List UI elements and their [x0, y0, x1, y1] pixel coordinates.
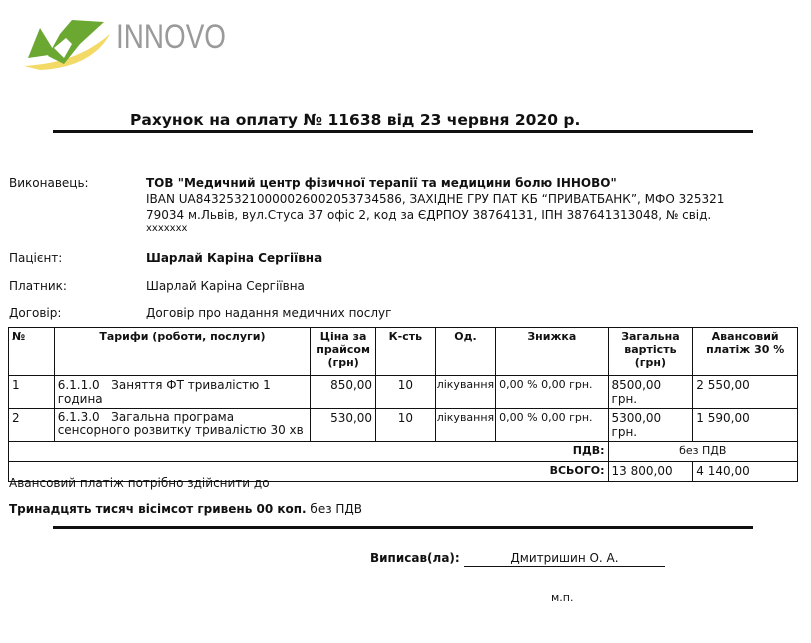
executor-cert: xxxxxxx: [146, 223, 188, 234]
total-label: ВСЬОГО:: [9, 462, 609, 482]
total-value: 13 800,00: [608, 462, 693, 482]
header-price: Ціна за прайсом (грн): [311, 328, 376, 376]
logo-mark-icon: [20, 14, 116, 70]
row-price: 530,00: [311, 409, 376, 442]
row-advance: 1 590,00: [693, 409, 798, 442]
row-total: 5300,00 грн.: [608, 409, 693, 442]
patient-name: Шарлай Каріна Сергіївна: [146, 251, 323, 265]
row-total: 8500,00 грн.: [608, 376, 693, 409]
table-row: [9, 376, 798, 409]
header-unit: Од.: [435, 328, 495, 376]
row-discount: 0,00 % 0,00 грн.: [496, 376, 608, 409]
items-table: [8, 327, 798, 482]
amount-in-words: [9, 502, 362, 516]
row-price: 850,00: [311, 376, 376, 409]
row-service-name: Заняття ФТ тривалістю 1 година: [57, 378, 271, 406]
vat-value: без ПДВ: [608, 442, 797, 462]
header-service: Тарифи (роботи, послуги): [54, 328, 310, 376]
row-advance: 2 550,00: [693, 376, 798, 409]
header-advance: Авансовий платіж 30 %: [693, 328, 798, 376]
contract-value: Договір про надання медичних послуг: [146, 306, 392, 320]
row-num: 2: [9, 409, 55, 442]
row-service: [54, 376, 310, 409]
issued-name: Дмитришин О. А.: [510, 551, 619, 565]
footer-divider: [53, 526, 753, 529]
patient-label: Пацієнт:: [9, 251, 63, 265]
executor-iban: IBAN UA843253210000026002053734586, ЗАХІДНЕ ГРУ ПАТ КБ “ПРИВАТБАНК”, МФО 325321: [146, 192, 725, 206]
total-advance: 4 140,00: [693, 462, 798, 482]
row-unit: лікування: [435, 409, 495, 442]
header-total: Загальна вартість (грн): [608, 328, 693, 376]
row-num: 1: [9, 376, 55, 409]
executor-address: 79034 м.Львів, вул.Стуса 37 офіс 2, код за ЄДРПОУ 38764131, ІПН 387641313048, № свід.: [146, 208, 712, 222]
logo: [20, 14, 116, 70]
table-header-row: [9, 328, 798, 376]
row-qty: 10: [376, 376, 436, 409]
issued-label: Виписав(ла):: [370, 551, 460, 565]
title-divider: [53, 130, 753, 133]
invoice-title: Рахунок на оплату № 11638 від 23 червня 2020 р.: [130, 111, 581, 129]
executor-name: ТОВ "Медичний центр фізичної терапії та медицини болю ІННОВО": [146, 176, 617, 190]
row-code: 6.1.3.0: [57, 410, 100, 424]
executor-label: Виконавець:: [9, 176, 89, 190]
vat-label: ПДВ:: [9, 442, 609, 462]
payer-name: Шарлай Каріна Сергіївна: [146, 279, 305, 293]
header-num: №: [9, 328, 55, 376]
row-service-name: Загальна програма сенсорного розвитку тривалістю 30 хв: [57, 410, 304, 437]
row-service: [54, 409, 310, 442]
payer-label: Платник:: [9, 279, 67, 293]
signature-line: [464, 566, 665, 567]
header-qty: К-сть: [376, 328, 436, 376]
contract-label: Договір:: [9, 306, 62, 320]
row-discount: 0,00 % 0,00 грн.: [496, 409, 608, 442]
row-code: 6.1.1.0: [57, 378, 100, 392]
vat-row: [9, 442, 798, 462]
amount-vat: без ПДВ: [310, 502, 363, 516]
amount-words: Тринадцять тисяч вісімсот гривень 00 коп.: [9, 502, 307, 516]
row-unit: лікування: [435, 376, 495, 409]
row-qty: 10: [376, 409, 436, 442]
header-discount: Знижка: [496, 328, 608, 376]
table-row: [9, 409, 798, 442]
advance-note: Авансовий платіж потрібно здійснити до: [9, 476, 270, 490]
logo-text: INNOVO: [116, 18, 226, 56]
stamp-place: м.п.: [551, 591, 574, 604]
